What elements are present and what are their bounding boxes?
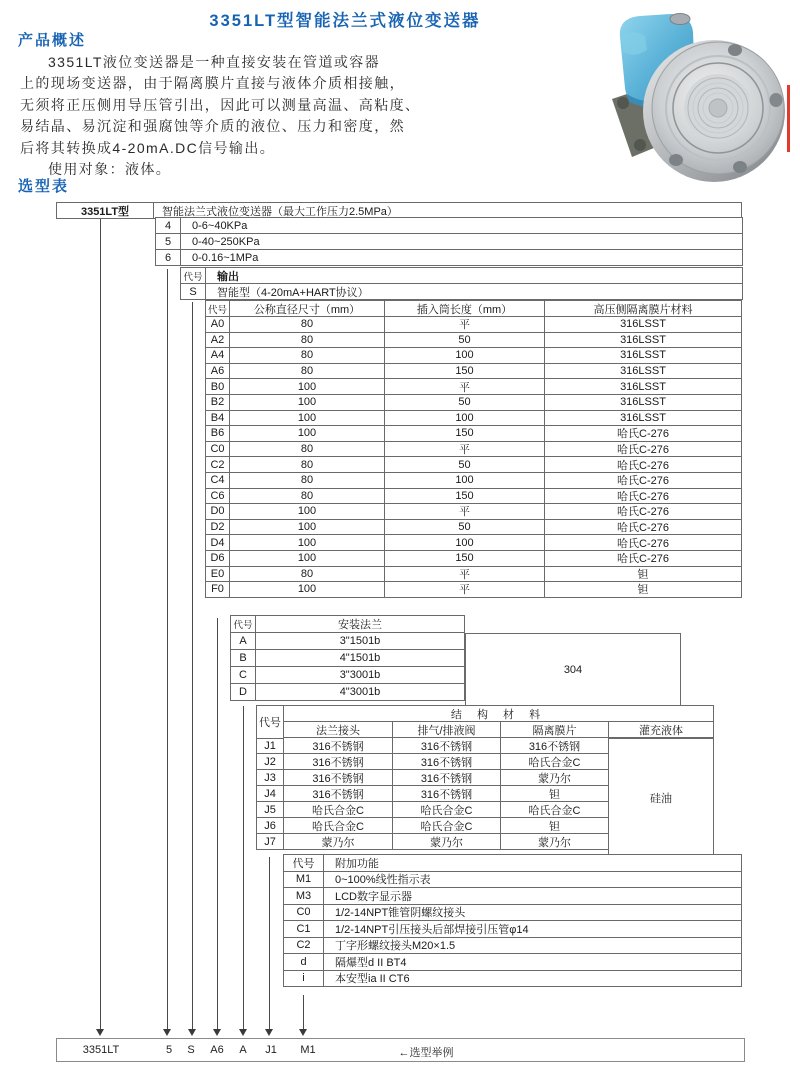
- sensor-dia: 80: [229, 363, 385, 380]
- sensor-code: A6: [205, 363, 230, 380]
- sensor-row: [205, 394, 742, 411]
- flange-code: D: [230, 683, 256, 701]
- sensor-len: 平: [384, 378, 545, 395]
- sensor-code: B0: [205, 378, 230, 395]
- output-desc: 智能型（4-20mA+HART协议）: [205, 283, 743, 300]
- sensor-row: [205, 363, 742, 380]
- sensor-code: C4: [205, 472, 230, 489]
- flange-desc: 3"3001b: [255, 666, 465, 684]
- sensor-mat: 316LSST: [544, 410, 742, 427]
- example-model: 3351LT: [82, 1044, 120, 1056]
- sensor-header-mat: 高压侧隔离膜片材料: [544, 300, 742, 317]
- sensor-len: 平: [384, 441, 545, 458]
- connector-line: [269, 857, 270, 1030]
- flange-row: [230, 632, 465, 650]
- structure-code: J5: [256, 801, 284, 818]
- sensor-code: E0: [205, 566, 230, 583]
- red-edge-mark: [787, 85, 790, 152]
- sensor-mat: 哈氏C-276: [544, 519, 742, 536]
- sensor-mat: 钽: [544, 581, 742, 598]
- structure-valve: 316不锈钢: [392, 769, 501, 786]
- sensor-len: 50: [384, 456, 545, 473]
- output-section: [180, 268, 743, 300]
- structure-joint: 316不锈钢: [283, 737, 393, 754]
- overview-line: 后将其转换成4-20mA.DC信号输出。: [20, 139, 276, 156]
- connector-arrow: [239, 1029, 247, 1036]
- overview-usage-line: 使用对象：液体。: [48, 161, 172, 178]
- overview-paragraph: [20, 52, 472, 180]
- sensor-code: A0: [205, 316, 230, 333]
- sensor-mat: 哈氏C-276: [544, 534, 742, 551]
- extra-row: [283, 904, 742, 922]
- flange-material-merged-cell: 304: [465, 633, 681, 706]
- sensor-code: D2: [205, 519, 230, 536]
- sensor-row: [205, 566, 742, 583]
- sensor-mat: 哈氏C-276: [544, 550, 742, 567]
- flange-desc: 4"1501b: [255, 649, 465, 667]
- sensor-len: 50: [384, 332, 545, 349]
- sensor-header-len: 插入筒长度（mm）: [384, 300, 545, 317]
- sensor-row: [205, 456, 742, 473]
- sensor-section: [205, 301, 742, 598]
- sensor-code: D6: [205, 550, 230, 567]
- sensor-mat: 316LSST: [544, 394, 742, 411]
- sensor-mat: 哈氏C-276: [544, 503, 742, 520]
- sensor-mat: 哈氏C-276: [544, 456, 742, 473]
- structure-diaphragm: 316不锈钢: [500, 737, 609, 754]
- range-code: 4: [155, 217, 181, 234]
- sensor-len: 100: [384, 534, 545, 551]
- connector-arrow: [299, 1029, 307, 1036]
- sensor-dia: 100: [229, 519, 385, 536]
- sensor-len: 平: [384, 566, 545, 583]
- extra-header-code: 代号: [283, 854, 324, 872]
- extra-code: i: [283, 970, 324, 988]
- range-section: [155, 218, 743, 266]
- sensor-dia: 80: [229, 441, 385, 458]
- sensor-row: [205, 488, 742, 505]
- sensor-dia: 100: [229, 503, 385, 520]
- structure-diaphragm: 蒙乃尔: [500, 833, 609, 850]
- connector-arrow: [213, 1029, 221, 1036]
- structure-valve: 316不锈钢: [392, 737, 501, 754]
- example-sensor: A6: [210, 1044, 224, 1056]
- connector-arrow: [265, 1029, 273, 1036]
- connector-line: [192, 302, 193, 1030]
- example-output: S: [187, 1044, 195, 1056]
- sensor-code: C2: [205, 456, 230, 473]
- extra-code: C1: [283, 920, 324, 938]
- sensor-len: 150: [384, 550, 545, 567]
- structure-diaphragm: 哈氏合金C: [500, 801, 609, 818]
- connector-arrow: [163, 1029, 171, 1036]
- sensor-dia: 80: [229, 316, 385, 333]
- sensor-dia: 80: [229, 472, 385, 489]
- structure-code: J1: [256, 737, 284, 754]
- range-desc: 0-0.16~1MPa: [180, 249, 743, 266]
- structure-subheader-diaphragm: 隔离膜片: [500, 721, 609, 738]
- connector-line: [167, 269, 168, 1030]
- range-row: [155, 217, 743, 234]
- flange-row: [230, 683, 465, 701]
- structure-code: J7: [256, 833, 284, 850]
- flange-desc: 3"1501b: [255, 632, 465, 650]
- sensor-mat: 哈氏C-276: [544, 425, 742, 442]
- extra-header-row: [283, 854, 742, 872]
- structure-valve: 蒙乃尔: [392, 833, 501, 850]
- example-row: [56, 1038, 745, 1062]
- sensor-mat: 316LSST: [544, 363, 742, 380]
- structure-joint: 316不锈钢: [283, 769, 393, 786]
- sensor-len: 50: [384, 519, 545, 536]
- structure-joint: 哈氏合金C: [283, 817, 393, 834]
- output-row: [180, 283, 743, 300]
- sensor-row: [205, 347, 742, 364]
- extra-desc: LCD数字显示器: [323, 887, 742, 905]
- section-heading-selection: 选型表: [18, 178, 70, 195]
- structure-subheader-fill: 灌充液体: [608, 721, 714, 738]
- sensor-dia: 80: [229, 488, 385, 505]
- connector-line: [303, 995, 304, 1030]
- structure-title: 结 构 材 料: [283, 705, 714, 722]
- example-note: ←选型举例: [398, 1047, 454, 1059]
- sensor-code: B6: [205, 425, 230, 442]
- sensor-len: 100: [384, 410, 545, 427]
- connector-arrow: [188, 1029, 196, 1036]
- sensor-code: B2: [205, 394, 230, 411]
- sensor-mat: 哈氏C-276: [544, 441, 742, 458]
- extra-row: [283, 937, 742, 955]
- sensor-code: B4: [205, 410, 230, 427]
- flange-code: C: [230, 666, 256, 684]
- sensor-mat: 钽: [544, 566, 742, 583]
- sensor-mat: 316LSST: [544, 378, 742, 395]
- structure-valve: 哈氏合金C: [392, 817, 501, 834]
- structure-joint: 316不锈钢: [283, 753, 393, 770]
- sensor-dia: 100: [229, 425, 385, 442]
- example-flange: A: [239, 1044, 247, 1056]
- sensor-len: 100: [384, 472, 545, 489]
- sensor-row: [205, 534, 742, 551]
- structure-valve: 316不锈钢: [392, 753, 501, 770]
- fill-fluid-merged-cell: 硅油: [608, 738, 714, 858]
- sensor-len: 100: [384, 347, 545, 364]
- model-desc-cell: 智能法兰式液位变送器（最大工作压力2.5MPa）: [153, 202, 742, 219]
- structure-title-row: [283, 705, 714, 722]
- extra-row: [283, 953, 742, 971]
- sensor-len: 50: [384, 394, 545, 411]
- output-header-row: [180, 267, 743, 284]
- sensor-len: 150: [384, 425, 545, 442]
- flange-section: [230, 616, 583, 701]
- example-extra: M1: [300, 1044, 316, 1056]
- flange-desc: 4"3001b: [255, 683, 465, 701]
- product-image: [592, 5, 792, 187]
- extra-header-label: 附加功能: [323, 854, 742, 872]
- sensor-row: [205, 378, 742, 395]
- structure-valve: 316不锈钢: [392, 785, 501, 802]
- extra-code: M3: [283, 887, 324, 905]
- structure-subheader-valve: 排气/排液阀: [392, 721, 501, 738]
- extra-row: [283, 920, 742, 938]
- sensor-row: [205, 441, 742, 458]
- sensor-code: C0: [205, 441, 230, 458]
- sensor-header-code: 代号: [205, 300, 230, 317]
- sensor-mat: 316LSST: [544, 332, 742, 349]
- sensor-dia: 100: [229, 550, 385, 567]
- flange-header-row: [230, 615, 465, 633]
- sensor-row: [205, 503, 742, 520]
- output-code: S: [180, 283, 206, 300]
- range-desc: 0-6~40KPa: [180, 217, 743, 234]
- structure-diaphragm: 蒙乃尔: [500, 769, 609, 786]
- sensor-dia: 100: [229, 534, 385, 551]
- structure-joint: 316不锈钢: [283, 785, 393, 802]
- sensor-row: [205, 425, 742, 442]
- sensor-mat: 哈氏C-276: [544, 488, 742, 505]
- extra-row: [283, 871, 742, 889]
- sensor-row: [205, 410, 742, 427]
- overview-line: 上的现场变送器，由于隔离膜片直接与液体介质相接触，: [20, 75, 405, 92]
- example-structure: J1: [265, 1044, 277, 1056]
- structure-section: [256, 705, 714, 850]
- overview-line: 无须将正压侧用导压管引出，因此可以测量高温、高粘度、: [20, 96, 421, 113]
- page-title: 3351LT型智能法兰式液位变送器: [209, 12, 481, 30]
- range-code: 6: [155, 249, 181, 266]
- sensor-header-row: [205, 300, 742, 317]
- sensor-dia: 80: [229, 566, 385, 583]
- extra-desc: 本安型ia II CT6: [323, 970, 742, 988]
- sensor-code: A2: [205, 332, 230, 349]
- sensor-len: 150: [384, 363, 545, 380]
- sensor-len: 平: [384, 316, 545, 333]
- structure-valve: 哈氏合金C: [392, 801, 501, 818]
- sensor-code: A4: [205, 347, 230, 364]
- extra-desc: 1/2-14NPT锥管阴螺纹接头: [323, 904, 742, 922]
- sensor-len: 平: [384, 503, 545, 520]
- sensor-code: C6: [205, 488, 230, 505]
- extra-section: [283, 855, 742, 987]
- extra-desc: 1/2-14NPT引压接头后部焊接引压管φ14: [323, 920, 742, 938]
- extra-row: [283, 887, 742, 905]
- structure-diaphragm: 哈氏合金C: [500, 753, 609, 770]
- structure-joint: 哈氏合金C: [283, 801, 393, 818]
- structure-diaphragm: 钽: [500, 785, 609, 802]
- sensor-row: [205, 472, 742, 489]
- sensor-dia: 100: [229, 581, 385, 598]
- structure-subheader-row: [283, 721, 714, 738]
- overview-line: 易结晶、易沉淀和强腐蚀等介质的液位、压力和密度，然: [20, 118, 405, 135]
- sensor-mat: 316LSST: [544, 347, 742, 364]
- sensor-dia: 80: [229, 332, 385, 349]
- structure-code: J3: [256, 769, 284, 786]
- structure-diaphragm: 钽: [500, 817, 609, 834]
- sensor-code: D4: [205, 534, 230, 551]
- sensor-dia: 100: [229, 410, 385, 427]
- sensor-mat: 316LSST: [544, 316, 742, 333]
- structure-code: J4: [256, 785, 284, 802]
- connector-line: [217, 618, 218, 1030]
- extra-row: [283, 970, 742, 988]
- sensor-dia: 80: [229, 347, 385, 364]
- output-header-label: 输出: [205, 267, 743, 284]
- sensor-dia: 80: [229, 456, 385, 473]
- sensor-len: 150: [384, 488, 545, 505]
- structure-code: J2: [256, 753, 284, 770]
- extra-desc: 隔爆型d II BT4: [323, 953, 742, 971]
- extra-code: d: [283, 953, 324, 971]
- sensor-row: [205, 316, 742, 333]
- flange-code: A: [230, 632, 256, 650]
- extra-desc: 丁字形螺纹接头M20×1.5: [323, 937, 742, 955]
- section-heading-overview: 产品概述: [18, 32, 87, 49]
- extra-code: C0: [283, 904, 324, 922]
- structure-header-code: 代号: [256, 705, 284, 739]
- sensor-code: D0: [205, 503, 230, 520]
- structure-code: J6: [256, 817, 284, 834]
- range-row: [155, 233, 743, 250]
- flange-row: [230, 649, 465, 667]
- range-code: 5: [155, 233, 181, 250]
- range-row: [155, 249, 743, 266]
- flange-row: [230, 666, 465, 684]
- sensor-row: [205, 550, 742, 567]
- flange-header-label: 安装法兰: [255, 615, 465, 633]
- model-code-cell: 3351LT型: [56, 202, 154, 219]
- connector-line: [243, 706, 244, 1030]
- sensor-code: F0: [205, 581, 230, 598]
- flange-code: B: [230, 649, 256, 667]
- sensor-len: 平: [384, 581, 545, 598]
- overview-line: 3351LT液位变送器是一种直接安装在管道或容器: [48, 54, 381, 70]
- flange-header-code: 代号: [230, 615, 256, 633]
- sensor-mat: 哈氏C-276: [544, 472, 742, 489]
- example-range: 5: [165, 1044, 173, 1056]
- connector-line: [100, 219, 101, 1030]
- sensor-row: [205, 332, 742, 349]
- structure-joint: 蒙乃尔: [283, 833, 393, 850]
- sensor-row: [205, 519, 742, 536]
- range-desc: 0-40~250KPa: [180, 233, 743, 250]
- sensor-header-dia: 公称直径尺寸（mm）: [229, 300, 385, 317]
- sensor-dia: 100: [229, 394, 385, 411]
- extra-code: M1: [283, 871, 324, 889]
- flange-transmitter-illustration: [592, 5, 792, 187]
- extra-code: C2: [283, 937, 324, 955]
- extra-desc: 0~100%线性指示表: [323, 871, 742, 889]
- output-header-code: 代号: [180, 267, 206, 284]
- sensor-dia: 100: [229, 378, 385, 395]
- sensor-row: [205, 581, 742, 598]
- structure-subheader-joint: 法兰接头: [283, 721, 393, 738]
- connector-arrow: [96, 1029, 104, 1036]
